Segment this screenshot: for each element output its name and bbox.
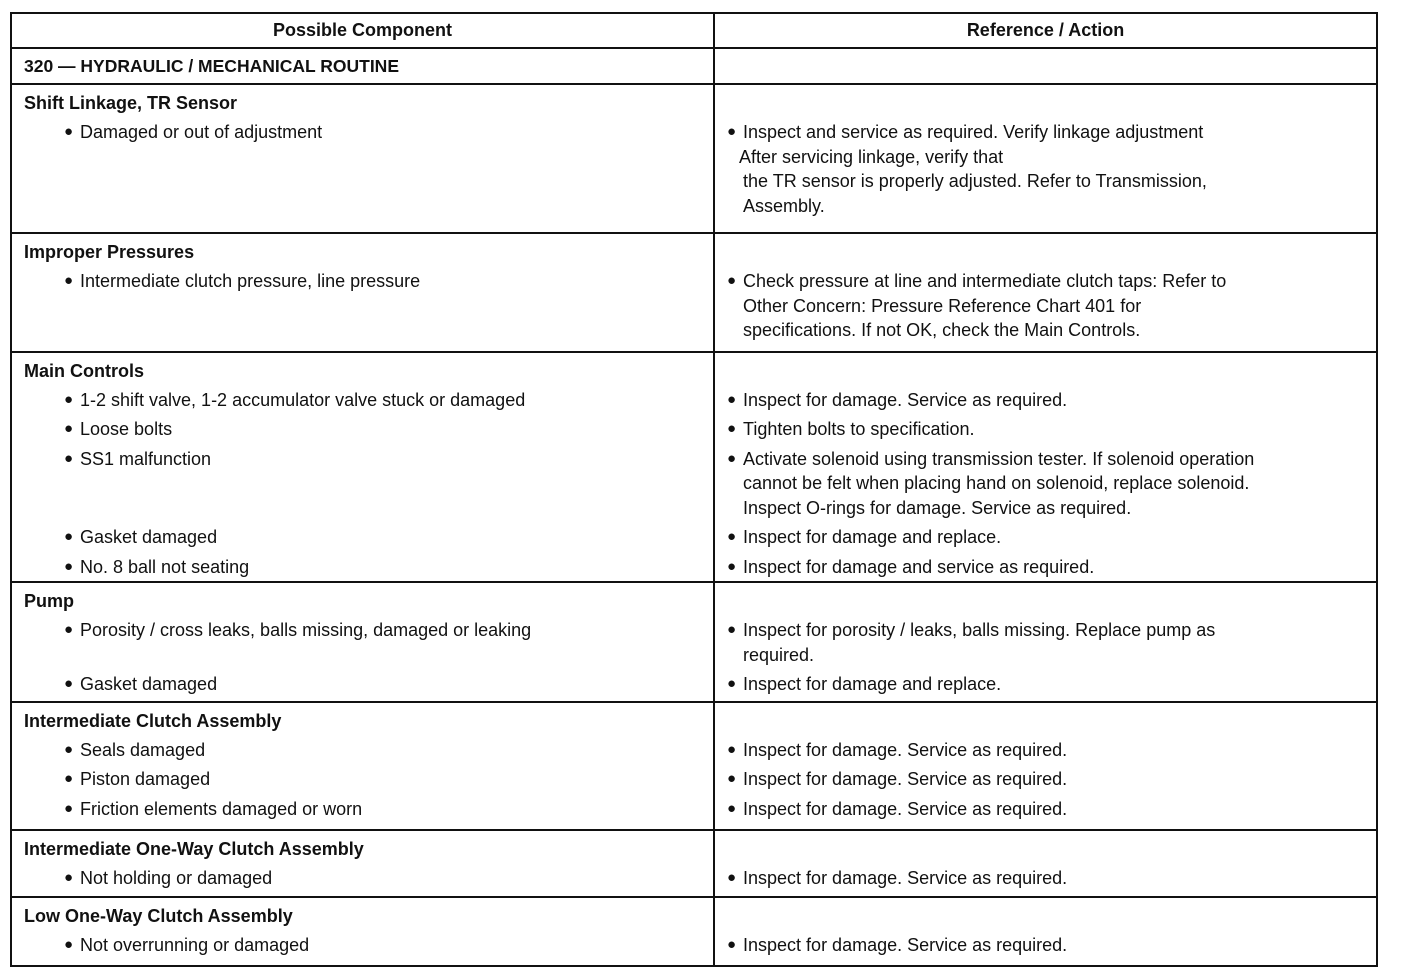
component-item [12, 767, 713, 792]
action-list [715, 898, 1376, 958]
bullet-icon: ● [727, 869, 737, 886]
bullet-icon: ● [64, 935, 74, 953]
component-item [12, 388, 713, 413]
component-text: Friction elements damaged or worn [80, 798, 363, 819]
action-text: the TR sensor is properly adjusted. Refer to Transmission, [743, 171, 1207, 191]
component-cell [11, 233, 714, 352]
action-cell [714, 830, 1377, 897]
section-title: Intermediate One-Way Clutch Assembly [24, 839, 364, 859]
component-text: 1-2 shift valve, 1-2 accumulator valve stuck or damaged [80, 389, 526, 410]
action-text: Inspect and service as required. Verify linkage adjustment [743, 122, 1204, 142]
bullet-icon: ● [727, 528, 737, 545]
component-item [12, 417, 713, 442]
action-item [715, 797, 1376, 822]
component-item [12, 797, 713, 822]
component-item [12, 866, 713, 891]
routine-title: 320 — HYDRAULIC / MECHANICAL ROUTINE [24, 55, 399, 76]
bullet-icon: ● [727, 123, 737, 140]
bullet-icon: ● [64, 449, 74, 467]
routine-row [11, 48, 1377, 84]
action-cell [714, 352, 1377, 583]
section-title: Low One-Way Clutch Assembly [24, 905, 293, 926]
action-list [715, 85, 1376, 218]
header-component: Possible Component [11, 13, 714, 48]
section-row [11, 84, 1377, 233]
action-text: cannot be felt when placing hand on solenoid, replace solenoid. [743, 473, 1250, 493]
component-item [12, 525, 713, 550]
action-item [715, 866, 1376, 891]
component-item [12, 447, 713, 521]
component-text: Porosity / cross leaks, balls missing, damaged or leaking [80, 620, 532, 640]
component-text: Gasket damaged [80, 527, 218, 547]
action-list [715, 353, 1376, 580]
action-list [715, 831, 1376, 891]
action-text: Inspect for damage. Service as required. [743, 389, 1068, 410]
action-cell [714, 233, 1377, 352]
bullet-icon: ● [727, 420, 737, 437]
component-text: SS1 malfunction [80, 448, 212, 469]
component-text: No. 8 ball not seating [80, 556, 250, 577]
section-row [11, 897, 1377, 967]
action-text: Inspect for damage. Service as required. [743, 798, 1068, 819]
action-item [715, 672, 1376, 697]
bullet-icon: ● [64, 675, 74, 692]
bullet-icon: ● [727, 390, 737, 408]
component-text: Not holding or damaged [80, 868, 273, 888]
bullet-icon: ● [727, 770, 737, 787]
section-row [11, 702, 1377, 831]
action-item [715, 767, 1376, 792]
table-body [11, 13, 1377, 966]
action-text: Inspect for damage and replace. [743, 527, 1002, 547]
bullet-icon: ● [727, 799, 737, 817]
action-text: Inspect O-rings for damage. Service as required. [743, 497, 1132, 518]
routine-cell [11, 48, 714, 84]
action-text: Activate solenoid using transmission tester. If solenoid operation [743, 448, 1255, 469]
component-text: Piston damaged [80, 769, 211, 789]
bullet-icon: ● [727, 272, 737, 289]
action-item [715, 417, 1376, 442]
bullet-icon: ● [64, 621, 74, 638]
action-list [715, 234, 1376, 343]
bullet-icon: ● [64, 869, 74, 886]
action-text: Inspect for damage. Service as required. [743, 769, 1068, 789]
section-title: Shift Linkage, TR Sensor [24, 93, 238, 113]
bullet-icon: ● [727, 449, 737, 467]
section-title: Intermediate Clutch Assembly [24, 710, 282, 731]
action-text: Inspect for damage. Service as required. [743, 739, 1068, 760]
action-item [715, 933, 1376, 958]
component-cell [11, 352, 714, 583]
action-cell [714, 582, 1377, 702]
section-row [11, 830, 1377, 897]
component-item [12, 738, 713, 763]
action-cell [714, 897, 1377, 967]
component-item [12, 933, 713, 958]
action-text: After servicing linkage, verify that [739, 146, 1004, 167]
action-item [715, 269, 1376, 343]
component-text: Intermediate clutch pressure, line pressure [80, 271, 421, 291]
section-title: Improper Pressures [24, 242, 195, 262]
section-row [11, 233, 1377, 352]
action-text: Inspect for damage. Service as required. [743, 934, 1068, 955]
component-cell [11, 84, 714, 233]
section-row [11, 582, 1377, 702]
component-text: Not overrunning or damaged [80, 934, 310, 955]
action-text: Inspect for porosity / leaks, balls missing. Replace pump as [743, 620, 1216, 640]
component-text: Gasket damaged [80, 674, 218, 694]
action-text: required. [743, 644, 815, 665]
action-cell [714, 84, 1377, 233]
header-row [11, 13, 1377, 48]
bullet-icon: ● [727, 935, 737, 953]
component-text: Damaged or out of adjustment [80, 122, 323, 142]
bullet-icon: ● [64, 420, 74, 437]
section-title: Main Controls [24, 360, 144, 381]
action-text: specifications. If not OK, check the Main Controls. [743, 320, 1141, 340]
component-text: Seals damaged [80, 739, 206, 760]
action-text: Check pressure at line and intermediate clutch taps: Refer to [743, 271, 1227, 291]
bullet-icon: ● [64, 390, 74, 408]
header-action: Reference / Action [714, 13, 1377, 48]
action-text: Inspect for damage and service as required. [743, 556, 1095, 577]
action-text: Inspect for damage and replace. [743, 674, 1002, 694]
action-item [715, 555, 1376, 580]
component-cell [11, 830, 714, 897]
component-item [12, 269, 713, 343]
action-text: Inspect for damage. Service as required. [743, 868, 1068, 888]
bullet-icon: ● [727, 557, 737, 575]
component-item [12, 120, 713, 218]
diagnosis-table [10, 12, 1378, 967]
bullet-icon: ● [64, 799, 74, 817]
bullet-icon: ● [727, 621, 737, 638]
bullet-icon: ● [727, 740, 737, 758]
action-text: Other Concern: Pressure Reference Chart 401 for [743, 295, 1142, 316]
action-cell [714, 702, 1377, 831]
component-text: Loose bolts [80, 419, 173, 439]
component-item [12, 672, 713, 697]
action-item [715, 525, 1376, 550]
bullet-icon: ● [64, 528, 74, 545]
bullet-icon: ● [64, 123, 74, 140]
action-item [715, 738, 1376, 763]
bullet-icon: ● [727, 675, 737, 692]
component-item [12, 555, 713, 580]
section-title: Pump [24, 591, 75, 611]
section-row [11, 352, 1377, 583]
component-item [12, 618, 713, 667]
component-cell [11, 897, 714, 967]
bullet-icon: ● [64, 770, 74, 787]
bullet-icon: ● [64, 557, 74, 575]
action-item [715, 618, 1376, 667]
bullet-icon: ● [64, 740, 74, 758]
action-text: Tighten bolts to specification. [743, 419, 975, 439]
action-item [715, 120, 1376, 218]
action-list [715, 703, 1376, 822]
action-text: Assembly. [743, 195, 825, 216]
action-item [715, 447, 1376, 521]
component-cell [11, 702, 714, 831]
action-item [715, 388, 1376, 413]
routine-empty-cell [714, 48, 1377, 84]
action-list [715, 583, 1376, 697]
bullet-icon: ● [64, 272, 74, 289]
component-cell [11, 582, 714, 702]
